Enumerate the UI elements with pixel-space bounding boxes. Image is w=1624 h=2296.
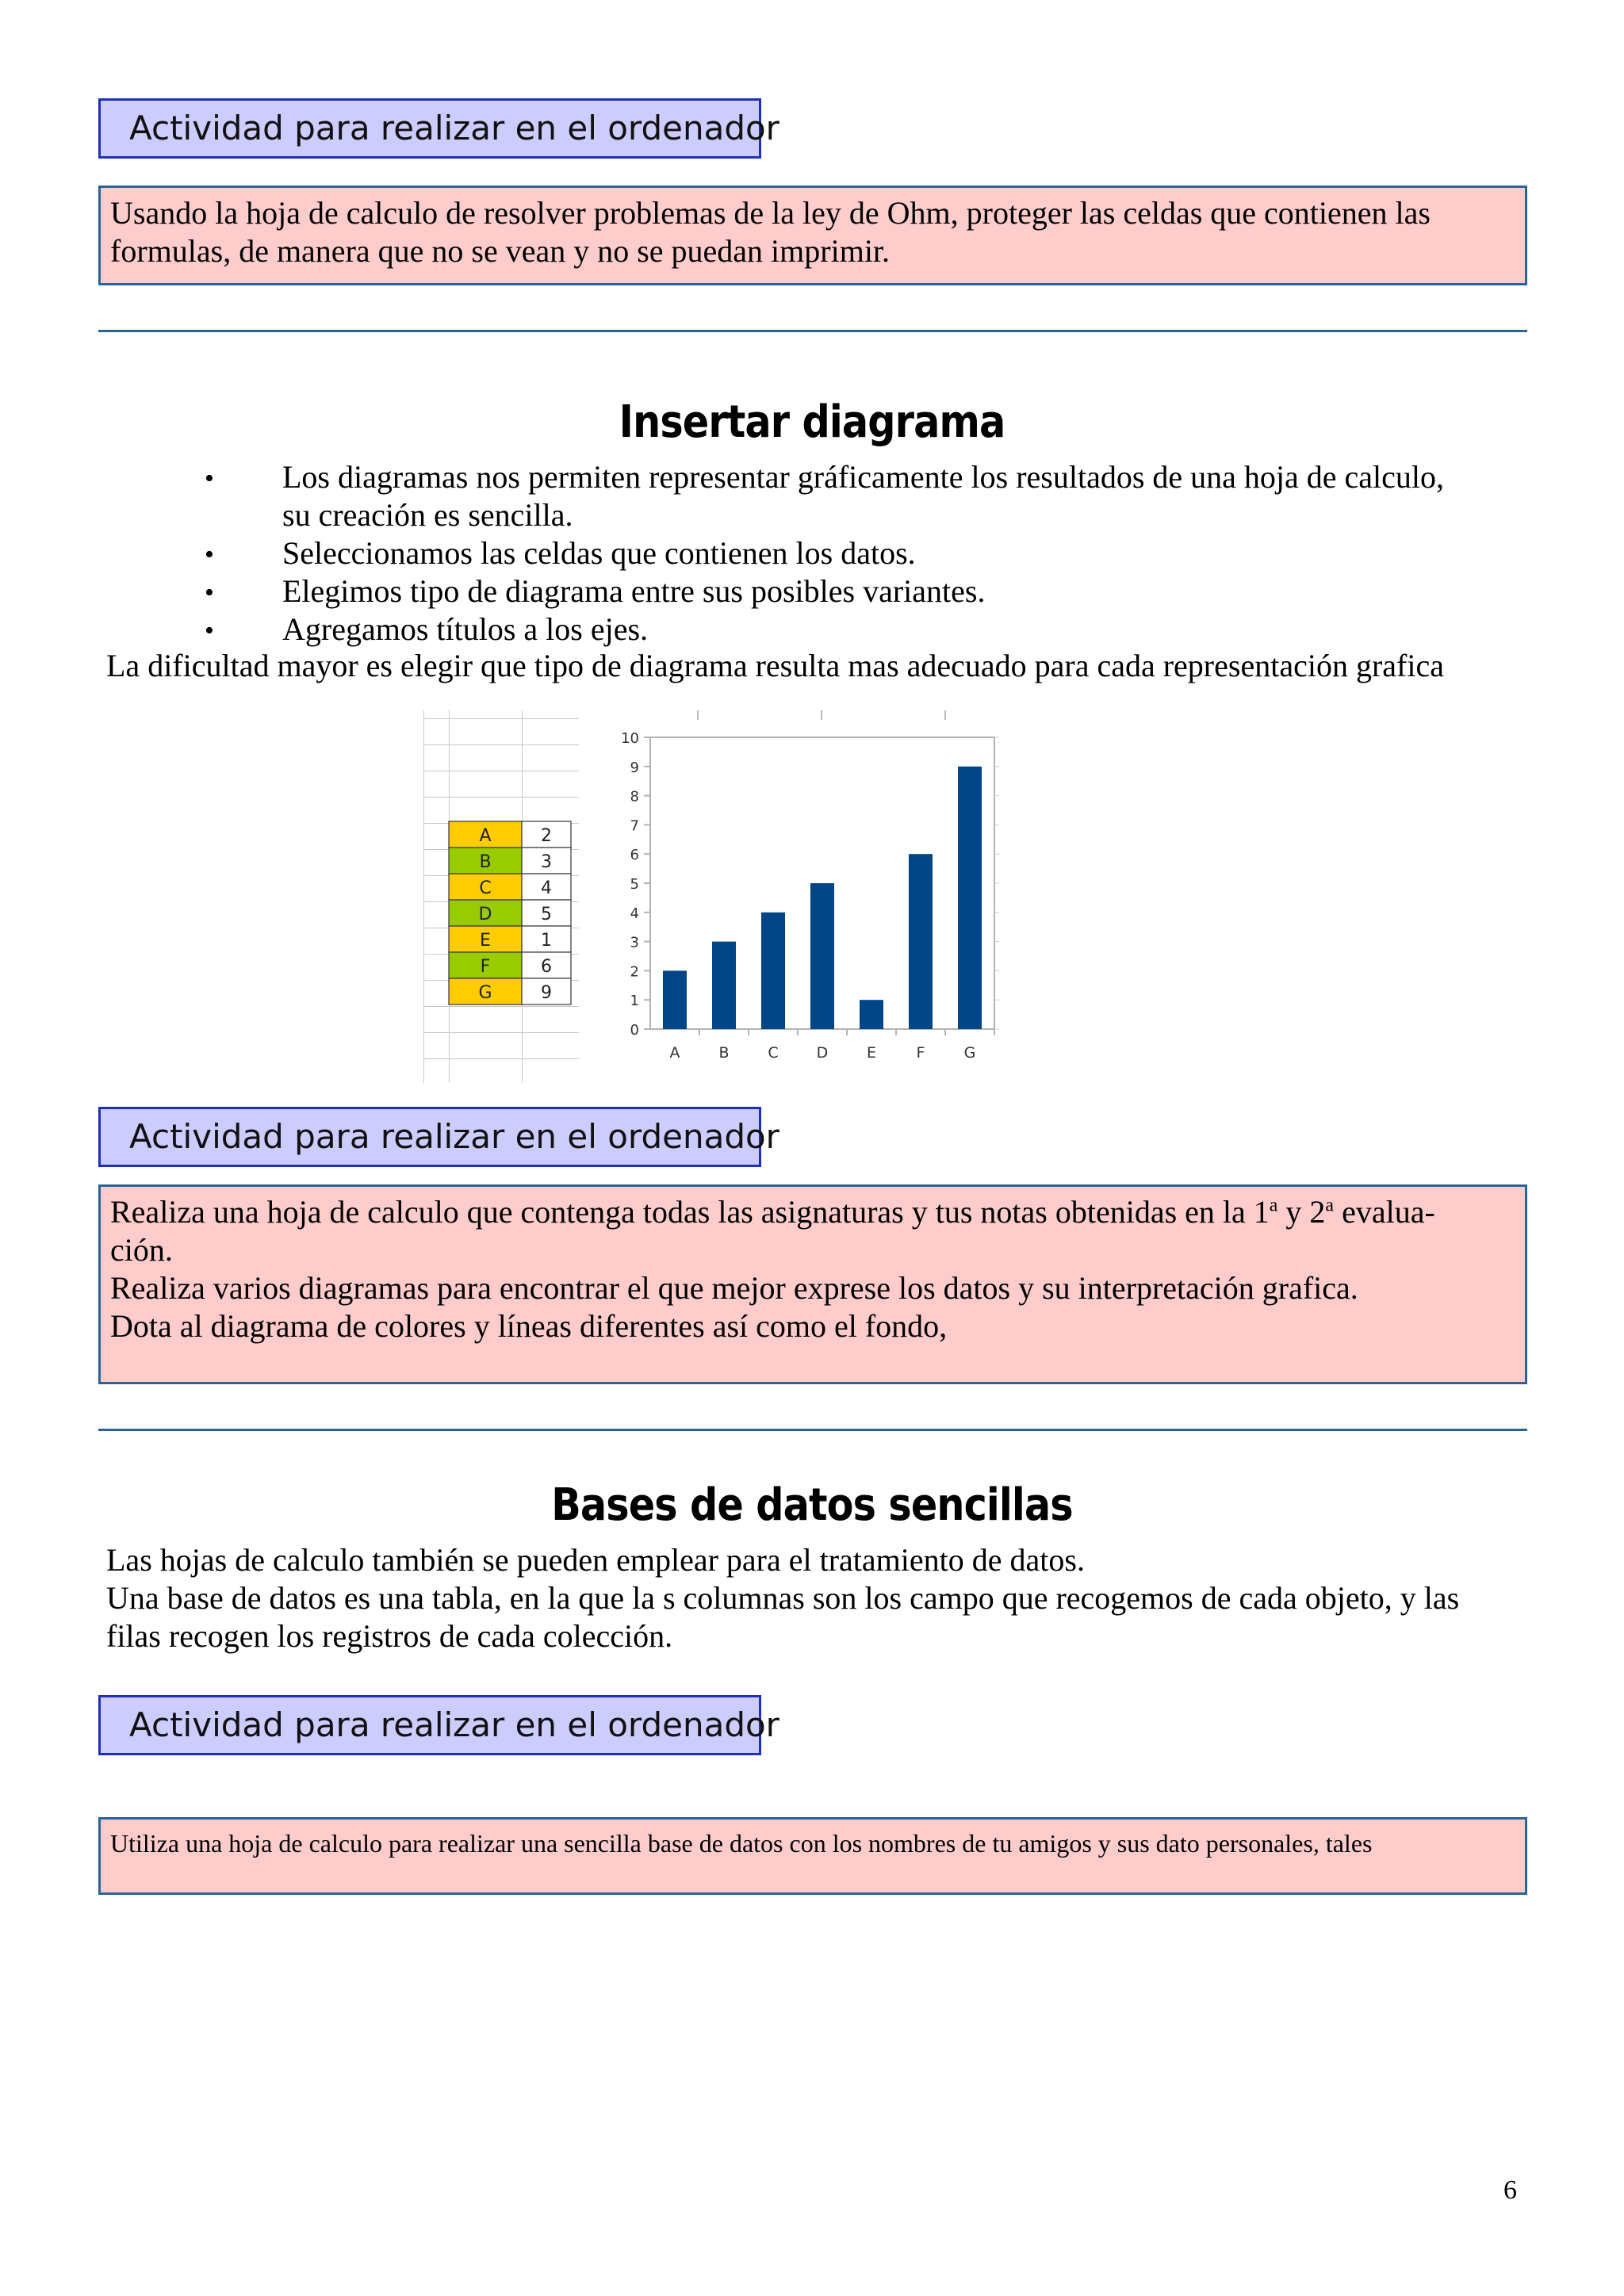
- activity-text: Realiza una hoja de calculo que contenga todas las asignaturas y tus notas obtenidas en la 1: [110, 1194, 1270, 1230]
- x-tick-label: A: [669, 1044, 680, 1062]
- sheet-value-label: 5: [541, 905, 552, 924]
- section-title-bases-de-datos: Bases de datos sencillas: [551, 1479, 1073, 1531]
- sheet-category-label: G: [478, 983, 492, 1003]
- y-tick-label: 6: [630, 847, 639, 864]
- sheet-category-label: A: [479, 826, 492, 846]
- y-tick-label: 5: [630, 876, 639, 893]
- page-number: 6: [1503, 2175, 1517, 2205]
- sheet-value-label: 4: [541, 878, 552, 898]
- x-tick-label: E: [866, 1044, 877, 1062]
- bullet-text: Seleccionamos las celdas que contienen los datos.: [282, 535, 916, 571]
- sheet-value-label: 3: [541, 852, 552, 872]
- y-tick-label: 0: [630, 1022, 639, 1039]
- ordinal-superscript: a: [1269, 1195, 1278, 1216]
- bar-B: [712, 942, 736, 1029]
- section-title-insertar-diagrama: Insertar diagrama: [619, 396, 1005, 448]
- x-tick-label: D: [816, 1044, 829, 1062]
- y-tick-label: 8: [630, 788, 639, 806]
- bullet-symbol: •: [205, 464, 214, 493]
- sheet-value-label: 2: [541, 826, 552, 846]
- sheet-category-label: B: [479, 852, 492, 872]
- activity-header-2: Actividad para realizar en el ordenador: [98, 1107, 761, 1167]
- paragraph-line: Las hojas de calculo también se pueden emplear para el tratamiento de datos.: [106, 1542, 1085, 1578]
- bullet-text: Agregamos títulos a los ejes.: [282, 611, 649, 647]
- activity-header-1: Actividad para realizar en el ordenador: [98, 98, 761, 159]
- section-divider: [98, 1429, 1527, 1431]
- sheet-category-label: C: [479, 878, 492, 898]
- bullet-symbol: •: [205, 616, 214, 645]
- bar-F: [909, 854, 933, 1029]
- activity-text-line: Realiza varios diagramas para encontrar el que mejor exprese los datos y su interpretación grafica.: [110, 1270, 1358, 1306]
- section-divider: [98, 330, 1527, 332]
- bar-D: [810, 883, 834, 1029]
- y-tick-label: 4: [630, 905, 639, 922]
- sheet-category-label: E: [480, 931, 491, 951]
- spreadsheet-image: [423, 710, 579, 1083]
- y-tick-label: 1: [630, 993, 639, 1010]
- activity-box-2: [98, 1184, 1527, 1384]
- x-tick-label: F: [916, 1044, 925, 1062]
- paragraph-line: filas recogen los registros de cada colección.: [106, 1618, 673, 1654]
- activity-text: y 2: [1277, 1194, 1326, 1230]
- activity-text-line: formulas, de manera que no se vean y no se puedan imprimir.: [110, 233, 891, 269]
- y-tick-label: 2: [630, 963, 639, 981]
- activity-text-line: Dota al diagrama de colores y líneas diferentes así como el fondo,: [110, 1308, 948, 1344]
- bar-C: [761, 913, 785, 1029]
- x-tick-label: B: [718, 1044, 730, 1062]
- sheet-category-label: F: [480, 957, 491, 977]
- ordinal-superscript: a: [1325, 1195, 1335, 1216]
- bullet-text: Elegimos tipo de diagrama entre sus posibles variantes.: [282, 573, 986, 609]
- activity-text: evalua-: [1334, 1194, 1435, 1230]
- y-tick-label: 3: [630, 934, 639, 951]
- bullet-symbol: •: [205, 578, 214, 607]
- y-tick-label: 7: [630, 817, 639, 835]
- x-tick-label: G: [963, 1044, 976, 1062]
- sheet-category-label: D: [478, 905, 492, 924]
- activity-text-line: [110, 1193, 1517, 1231]
- sheet-value-label: 1: [541, 931, 552, 951]
- bar-A: [663, 970, 687, 1029]
- paragraph-line: Una base de datos es una tabla, en la que la s columnas son los campo que recogemos de cada objeto, y las: [106, 1580, 1460, 1616]
- activity-box-1: [98, 186, 1527, 285]
- activity-box-3: [98, 1817, 1527, 1895]
- activity-text-line: Utiliza una hoja de calculo para realizar una sencilla base de datos con los nombres de tu amigos y sus dato personales, tales: [110, 1829, 1373, 1858]
- conclusion-text: La dificultad mayor es elegir que tipo de diagrama resulta mas adecuado para cada representación grafica: [106, 648, 1444, 683]
- activity-header-3: Actividad para realizar en el ordenador: [98, 1695, 761, 1755]
- sheet-value-label: 9: [541, 983, 552, 1003]
- x-tick-label: C: [768, 1044, 779, 1062]
- bar-E: [860, 1000, 883, 1029]
- bullet-text-continuation: su creación es sencilla.: [282, 497, 573, 533]
- activity-text-line: Usando la hoja de calculo de resolver problemas de la ley de Ohm, proteger las celdas que contienen las: [110, 195, 1431, 231]
- y-tick-label: 9: [630, 759, 639, 776]
- bullet-text: Los diagramas nos permiten representar gráficamente los resultados de una hoja de calculo,: [282, 459, 1444, 495]
- bullet-symbol: •: [205, 540, 214, 569]
- sheet-value-label: 6: [541, 957, 552, 977]
- y-tick-label: 10: [621, 730, 639, 747]
- bar-G: [958, 767, 982, 1029]
- bar-chart: [603, 710, 1007, 1083]
- activity-text-line: ción.: [110, 1232, 173, 1268]
